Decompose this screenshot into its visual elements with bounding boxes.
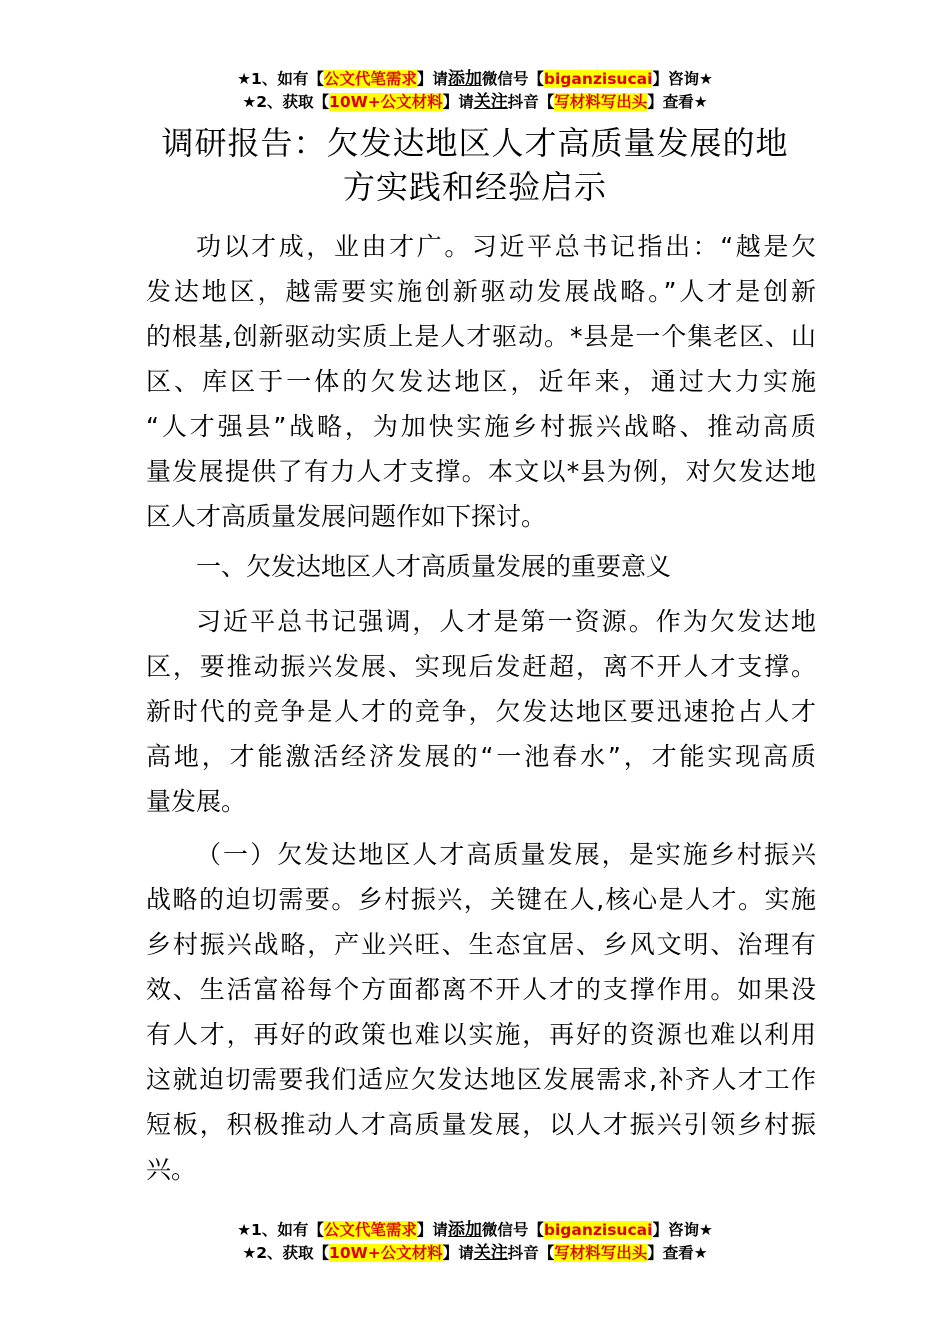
promo-highlight: 公文代笔需求	[323, 1221, 417, 1239]
promo-text: 】请	[442, 1244, 474, 1262]
heading-text: 一、欠发达地区人才高质量发展的重要意义	[196, 552, 672, 581]
paragraph-intro	[146, 224, 816, 539]
promo-text: 抖音【	[507, 1244, 555, 1262]
text-line: 区人才高质量发展问题作如下探讨。	[146, 502, 547, 531]
text-line: “人才强县”战略，为加快实施乡村振兴战略、推动高质	[146, 412, 816, 441]
promo-text: 微信号【	[481, 1221, 544, 1239]
footer-promo-line-1	[0, 1219, 950, 1241]
text-line: 功以才成，业由才广。习近平总书记指出：“越是欠	[196, 232, 816, 261]
text-line: 区，要推动振兴发展、实现后发赶超，离不开人才支撑。	[146, 652, 816, 681]
text-line: 量发展提供了有力人才支撑。本文以*县为例，对欠发达地	[146, 457, 816, 486]
promo-highlight: biganzisucai	[543, 70, 653, 88]
promo-text: 】查看★	[647, 93, 708, 111]
header-promo-line-2	[0, 91, 950, 113]
promo-highlight: biganzisucai	[543, 1221, 653, 1239]
promo-text: 】请	[442, 93, 474, 111]
promo-text: ★2、获取【	[242, 93, 330, 111]
promo-text: 】咨询★	[652, 1221, 713, 1239]
paragraph-rural-revitalization	[146, 832, 816, 1192]
promo-text: 抖音【	[507, 93, 555, 111]
text-line: 乡村振兴战略，产业兴旺、生态宜居、乡风文明、治理有	[146, 930, 816, 959]
text-line: 有人才，再好的政策也难以实施，再好的资源也难以利用	[146, 1020, 816, 1049]
paragraph-significance	[146, 599, 816, 824]
promo-highlight: 10W+公文材料	[329, 1244, 443, 1262]
text-line: 量发展。	[146, 787, 247, 816]
promo-highlight: 写材料写出头	[554, 1244, 648, 1262]
promo-text: ★1、如有【	[237, 70, 324, 88]
promo-emphasis: 关注	[473, 92, 508, 112]
promo-emphasis: 关注	[473, 1243, 508, 1263]
promo-emphasis: 添加	[447, 69, 482, 89]
promo-text: ★1、如有【	[237, 1221, 324, 1239]
text-line: （一）欠发达地区人才高质量发展，是实施乡村振兴	[196, 840, 816, 869]
text-line: 习近平总书记强调，人才是第一资源。作为欠发达地	[196, 607, 816, 636]
text-line: 的根基,创新驱动实质上是人才驱动。*县是一个集老区、山	[146, 322, 816, 351]
promo-text: 】请	[416, 70, 448, 88]
promo-text: 】查看★	[647, 1244, 708, 1262]
footer-promo-line-2	[0, 1242, 950, 1264]
text-line: 区、库区于一体的欠发达地区，近年来，通过大力实施	[146, 367, 816, 396]
promo-text: 】请	[416, 1221, 448, 1239]
text-line: 发达地区，越需要实施创新驱动发展战略。”人才是创新	[146, 277, 816, 306]
text-line: 战略的迫切需要。乡村振兴，关键在人,核心是人才。实施	[146, 885, 816, 914]
promo-text: 】咨询★	[652, 70, 713, 88]
document-title-line-1: 调研报告：欠发达地区人才高质量发展的地	[161, 124, 789, 162]
promo-highlight: 写材料写出头	[554, 93, 648, 111]
promo-text: 微信号【	[481, 70, 544, 88]
text-line: 效、生活富裕每个方面都离不开人才的支撑作用。如果没	[146, 975, 816, 1004]
text-line: 兴。	[146, 1155, 197, 1184]
text-line: 短板，积极推动人才高质量发展，以人才振兴引领乡村振	[146, 1110, 816, 1139]
header-promo-line-1	[0, 68, 950, 90]
document-title-line-2: 方实践和经验启示	[342, 168, 607, 206]
promo-emphasis: 添加	[447, 1220, 482, 1240]
promo-text: ★2、获取【	[242, 1244, 330, 1262]
promo-highlight: 10W+公文材料	[329, 93, 443, 111]
text-line: 新时代的竞争是人才的竞争，欠发达地区要迅速抢占人才	[146, 697, 816, 726]
promo-highlight: 公文代笔需求	[323, 70, 417, 88]
section-heading	[146, 544, 816, 589]
text-line: 高地，才能激活经济发展的“一池春水”，才能实现高质	[146, 742, 816, 771]
text-line: 这就迫切需要我们适应欠发达地区发展需求,补齐人才工作	[146, 1065, 816, 1094]
